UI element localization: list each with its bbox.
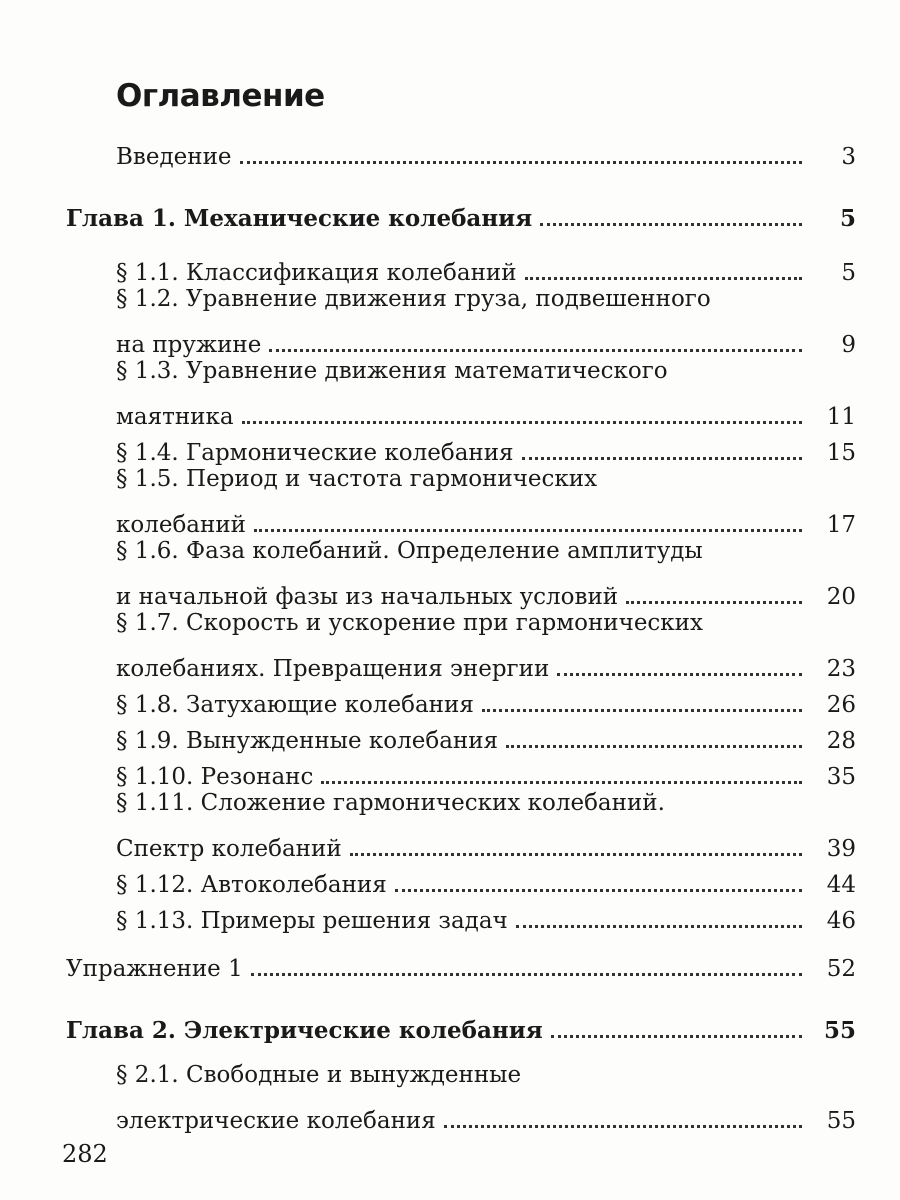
toc-entry-1-2-line1[interactable]: [0, 286, 900, 322]
toc-page-number: 35: [826, 764, 856, 790]
toc-page-number: 28: [826, 728, 856, 754]
dot-leader: [444, 1125, 802, 1128]
toc-entry-1-1[interactable]: [0, 250, 900, 286]
dot-leader: [551, 1035, 802, 1038]
toc-page-number: 5: [841, 260, 856, 286]
toc-entry-title: § 1.8. Затухающие колебания: [116, 692, 474, 718]
toc-page-number: 55: [823, 1017, 856, 1044]
toc-entry-chapter-2[interactable]: [0, 1008, 900, 1044]
toc-entry-title-cont: на пружине: [116, 332, 262, 358]
toc-page-number: 3: [841, 144, 856, 170]
dot-leader: [482, 709, 802, 712]
toc-entry-1-6-line1[interactable]: [0, 538, 900, 574]
toc-entry-1-3-line1[interactable]: [0, 358, 900, 394]
toc-entry-1-5-line2[interactable]: [0, 502, 900, 538]
toc-entry-1-12[interactable]: [0, 862, 900, 898]
toc-entry-title: § 1.7. Скорость и ускорение при гармонических: [116, 610, 703, 636]
toc-page-number: 9: [841, 332, 856, 358]
dot-leader: [269, 349, 802, 352]
toc-page-number: 15: [826, 440, 856, 466]
toc-entry-title: § 2.1. Свободные и вынужденные: [116, 1062, 522, 1088]
toc-page-number: 46: [826, 908, 856, 934]
toc-entry-title: § 1.1. Классификация колебаний: [116, 260, 517, 286]
dot-leader: [506, 745, 802, 748]
toc-entry-exercise-1[interactable]: [0, 946, 900, 982]
toc-entry-1-6-line2[interactable]: [0, 574, 900, 610]
dot-leader: [242, 421, 802, 424]
toc-entry-introduction[interactable]: [0, 134, 900, 170]
toc-entry-1-4[interactable]: [0, 430, 900, 466]
toc-entry-title: § 1.9. Вынужденные колебания: [116, 728, 499, 754]
toc-entry-title: Глава 2. Электрические колебания: [66, 1017, 543, 1044]
toc-page-number: 44: [826, 872, 856, 898]
toc-entry-1-5-line1[interactable]: [0, 466, 900, 502]
toc-entry-2-1-line1[interactable]: [0, 1062, 900, 1098]
toc-entry-title-cont: и начальной фазы из начальных условий: [116, 584, 619, 610]
dot-leader: [557, 673, 802, 676]
dot-leader: [626, 601, 802, 604]
toc-page-number: 26: [826, 692, 856, 718]
toc-page-number: 17: [826, 512, 856, 538]
toc-entry-1-10[interactable]: [0, 754, 900, 790]
toc-entry-title: § 1.11. Сложение гармонических колебаний.: [116, 790, 665, 816]
toc-page-number: 20: [826, 584, 856, 610]
toc-page-number: 55: [826, 1108, 856, 1134]
toc-entry-1-8[interactable]: [0, 682, 900, 718]
toc-entry-title-cont: колебаниях. Превращения энергии: [116, 656, 550, 682]
toc-entry-1-7-line1[interactable]: [0, 610, 900, 646]
toc-entry-2-1-line2[interactable]: [0, 1098, 900, 1134]
dot-leader: [516, 925, 802, 928]
toc-page-number: 11: [826, 404, 856, 430]
toc-entry-title-cont: электрические колебания: [116, 1108, 436, 1134]
toc-entry-title: Упражнение 1: [66, 956, 243, 982]
toc-entry-1-11-line2[interactable]: [0, 826, 900, 862]
toc-entry-title: § 1.6. Фаза колебаний. Определение амплитуды: [116, 538, 703, 564]
toc-entry-1-2-line2[interactable]: [0, 322, 900, 358]
toc-entry-chapter-1[interactable]: [0, 196, 900, 232]
toc-entry-1-3-line2[interactable]: [0, 394, 900, 430]
dot-leader: [251, 973, 802, 976]
toc-entry-title: § 1.13. Примеры решения задач: [116, 908, 508, 934]
dot-leader: [350, 853, 802, 856]
page-folio-number: 282: [62, 1140, 108, 1168]
toc-page-number: 23: [826, 656, 856, 682]
toc-entry-title-cont: маятника: [116, 404, 234, 430]
toc-page-number: 39: [826, 836, 856, 862]
dot-leader: [240, 161, 802, 164]
toc-entry-title: § 1.10. Резонанс: [116, 764, 314, 790]
toc-entry-title: § 1.5. Период и частота гармонических: [116, 466, 598, 492]
toc-entry-1-11-line1[interactable]: [0, 790, 900, 826]
toc-entry-title: § 1.12. Автоколебания: [116, 872, 387, 898]
toc-entry-title: § 1.2. Уравнение движения груза, подвешенного: [116, 286, 711, 312]
toc-page-number: 52: [826, 956, 856, 982]
dot-leader: [540, 223, 802, 226]
dot-leader: [321, 781, 802, 784]
page-title: Оглавление: [116, 78, 325, 114]
toc-entry-title: § 1.4. Гармонические колебания: [116, 440, 514, 466]
toc-entry-title: § 1.3. Уравнение движения математического: [116, 358, 668, 384]
toc-entry-title-cont: колебаний: [116, 512, 246, 538]
dot-leader: [522, 457, 802, 460]
toc-page-number: 5: [839, 205, 856, 232]
toc-entry-1-13[interactable]: [0, 898, 900, 934]
dot-leader: [254, 529, 802, 532]
dot-leader: [395, 889, 802, 892]
dot-leader: [525, 277, 802, 280]
toc-entry-title-cont: Спектр колебаний: [116, 836, 342, 862]
toc-entry-title: Введение: [116, 144, 232, 170]
toc-entry-title: Глава 1. Механические колебания: [66, 205, 533, 232]
toc-entry-1-9[interactable]: [0, 718, 900, 754]
toc-entry-1-7-line2[interactable]: [0, 646, 900, 682]
